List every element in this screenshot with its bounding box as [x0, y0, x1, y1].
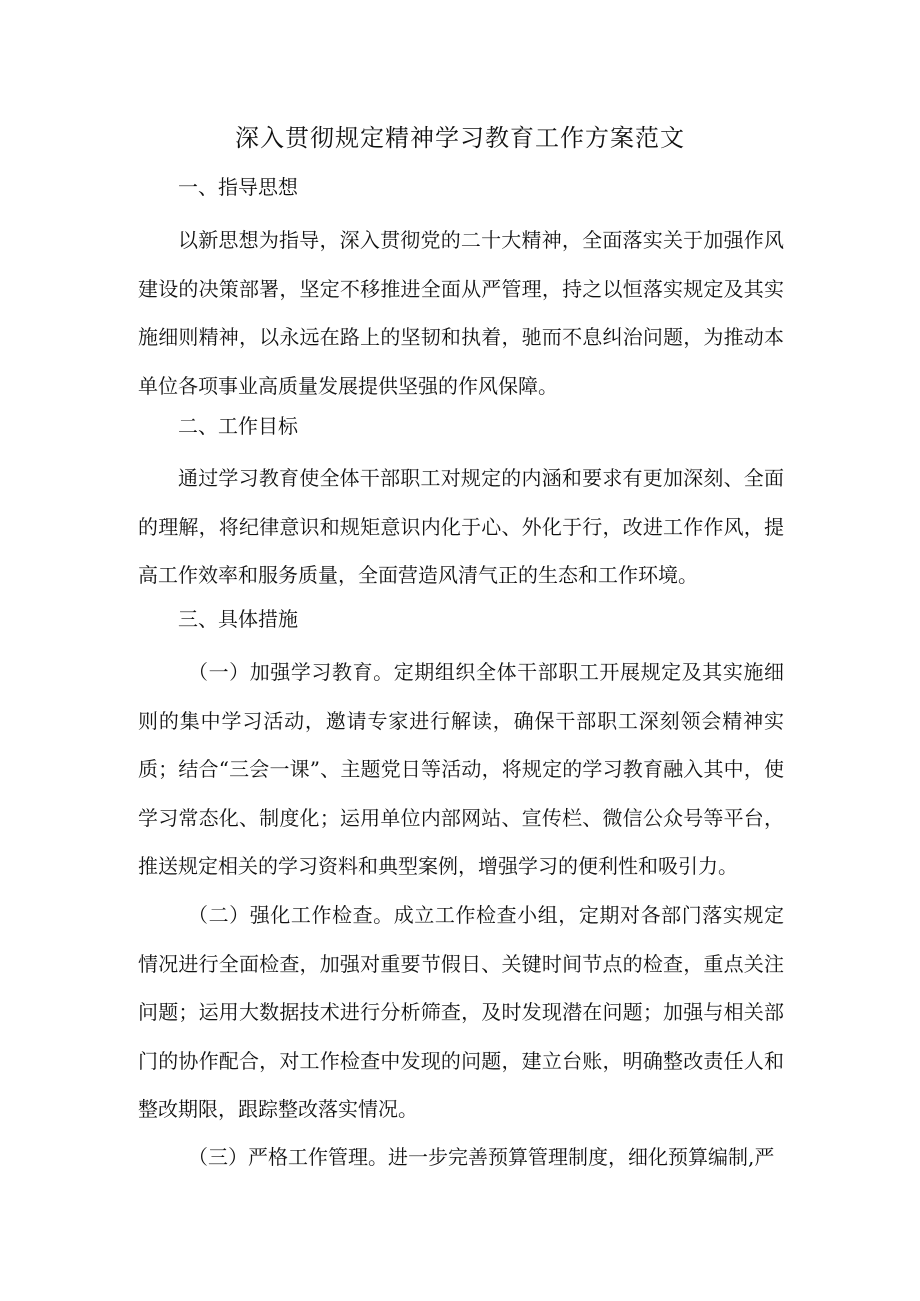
measure-paragraph-management: （三）严格工作管理。进一步完善预算管理制度，细化预算编制,严 — [188, 1145, 775, 1169]
measure-paragraph-study: （一）加强学习教育。定期组织全体干部职工开展规定及其实施细则的集中学习活动，邀请专家进行解读，确保干部职工深刻领会精神实质；结合“三会一课”、主题党日等活动，将规定的学习教育融入其中，使学习常态化、制度化；运用单位内部网站、宣传栏、微信公众号等平台，推送规定相关的学习资料和典型案例，增强学习的便利性和吸引力。 — [138, 660, 784, 878]
section-paragraph-guiding-thought: 以新思想为指导，深入贯彻党的二十大精神，全面落实关于加强作风建设的决策部署，坚定不移推进全面从严管理，持之以恒落实规定及其实施细则精神，以永远在路上的坚韧和执着，驰而不息纠治问题，为推动本单位各项事业高质量发展提供坚强的作风保障。 — [138, 228, 784, 398]
measure-paragraph-inspection: （二）强化工作检查。成立工作检查小组，定期对各部门落实规定情况进行全面检查，加强对重要节假日、关键时间节点的检查，重点关注问题；运用大数据技术进行分析筛查，及时发现潜在问题；加强与相关部门的协作配合，对工作检查中发现的问题，建立台账，明确整改责任人和整改期限，跟踪整改落实情况。 — [138, 903, 784, 1121]
section-heading-work-goal: 二、工作目标 — [178, 414, 298, 438]
section-heading-guiding-thought: 一、指导思想 — [178, 175, 298, 199]
section-paragraph-work-goal: 通过学习教育使全体干部职工对规定的内涵和要求有更加深刻、全面的理解，将纪律意识和规矩意识内化于心、外化于行，改进工作作风，提高工作效率和服务质量，全面营造风清气正的生态和工作环境。 — [138, 466, 784, 587]
section-heading-measures: 三、具体措施 — [178, 607, 298, 631]
document-title: 深入贯彻规定精神学习教育工作方案范文 — [235, 124, 685, 152]
